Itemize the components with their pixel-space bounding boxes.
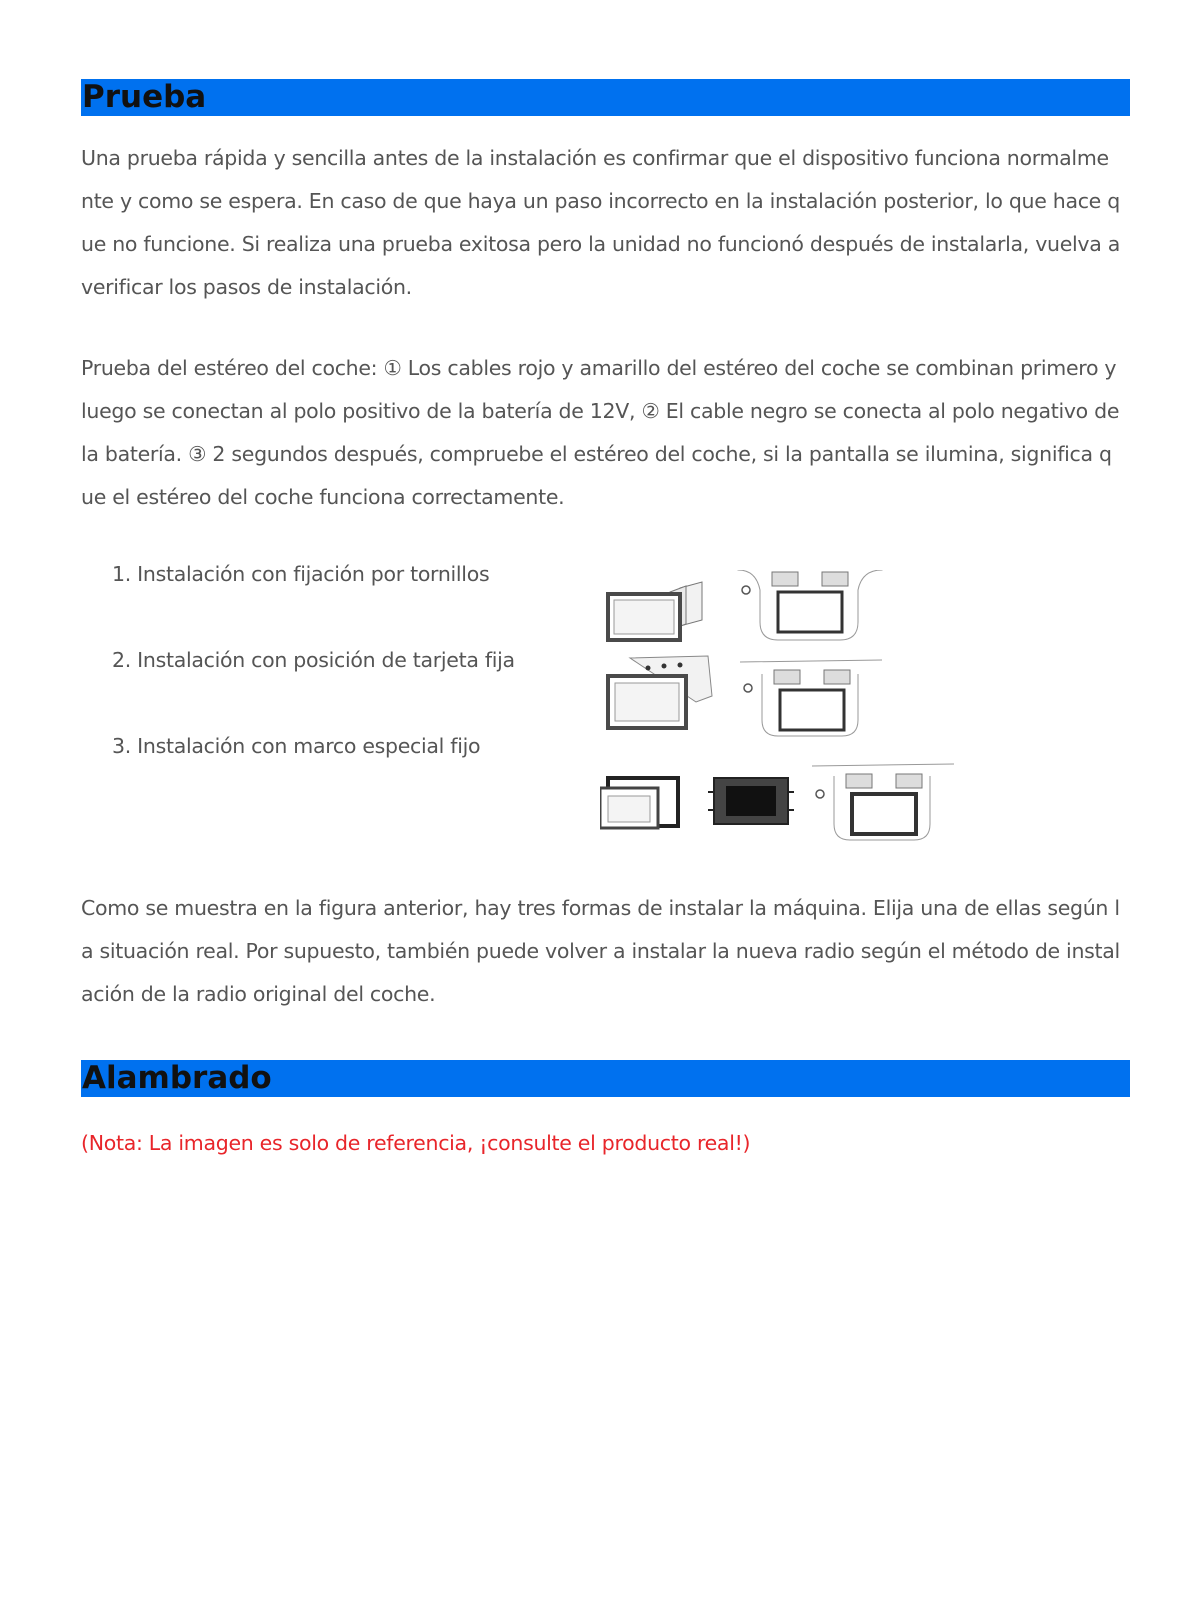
dashboard-drawing-3 bbox=[812, 764, 954, 840]
methods-explanation-paragraph: Como se muestra en la figura anterior, hay tres formas de instalar la máquina. Elija una de ellas según la situación real. Por supuesto, también puede volver a instalar la nueva radio según el método de instalación de la radio original del coche. bbox=[81, 896, 1120, 1006]
install-methods-list bbox=[112, 560, 582, 818]
card-mount-unit-drawing bbox=[608, 656, 712, 728]
screw-mount-unit-drawing bbox=[608, 582, 702, 640]
section-title-prueba: Prueba bbox=[81, 79, 1130, 116]
reference-note: (Nota: La imagen es solo de referencia, ¡consulte el producto real!) bbox=[81, 1131, 751, 1155]
installation-methods-illustration bbox=[600, 570, 990, 870]
section-title-alambrado: Alambrado bbox=[81, 1060, 1130, 1097]
special-frame-unit-drawing bbox=[600, 778, 678, 828]
dashboard-drawing-2 bbox=[740, 660, 882, 736]
install-method-item: 3. Instalación con marco especial fijo bbox=[112, 734, 481, 758]
install-method-item: 1. Instalación con fijación por tornillos bbox=[112, 562, 490, 586]
install-method-item: 2. Instalación con posición de tarjeta fija bbox=[112, 648, 515, 672]
intro-paragraph: Una prueba rápida y sencilla antes de la instalación es confirmar que el dispositivo funciona normalmente y como se espera. En caso de que haya un paso incorrecto en la instalación posterior, lo que hace que no funcione. Si realiza una prueba exitosa pero la unidad no funcionó después de instalarla, vuelva a verificar los pasos de instalación. bbox=[81, 146, 1120, 299]
stereo-test-paragraph: Prueba del estéreo del coche: ① Los cables rojo y amarillo del estéreo del coche se combinan primero y luego se conectan al polo positivo de la batería de 12V, ② El cable negro se conecta al polo negativo de la batería. ③ 2 segundos después, compruebe el estéreo del coche, si la pantalla se ilumina, significa que el estéreo del coche funciona correctamente. bbox=[81, 356, 1120, 509]
frame-adapter-drawing bbox=[708, 778, 794, 824]
dashboard-drawing-1 bbox=[738, 570, 882, 640]
